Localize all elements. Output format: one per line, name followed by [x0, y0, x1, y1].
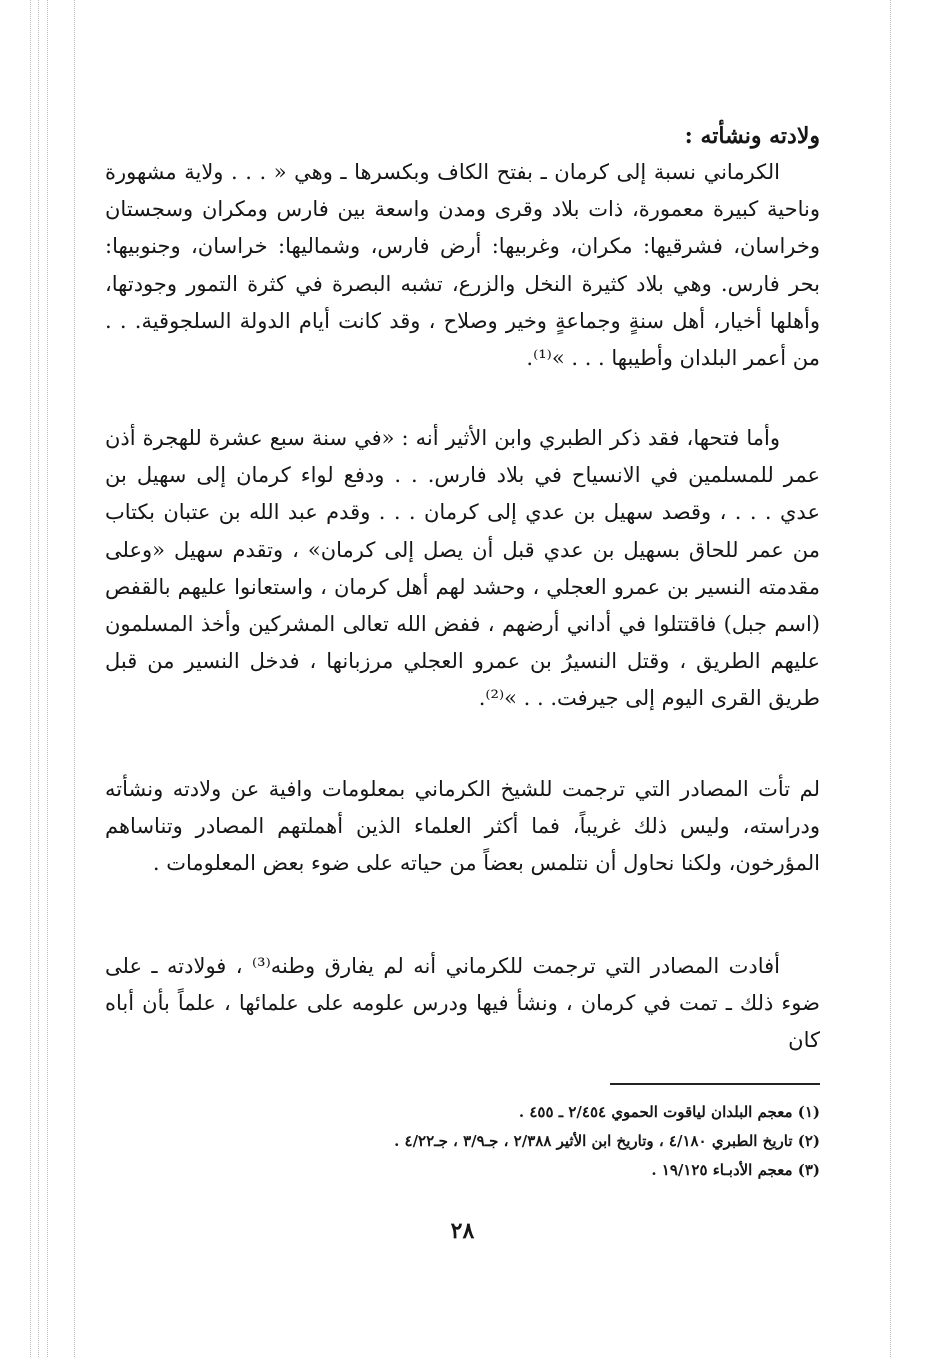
scan-artifact-right-1 [890, 0, 891, 1357]
scan-artifact-left-2 [38, 0, 39, 1357]
book-page [105, 0, 820, 1357]
footnote-1: (١) معجم البلدان لياقوت الحموي ٢/٤٥٤ ـ ٤٥٥ . [518, 1103, 820, 1121]
footnote-2: (٢) تاريخ الطبري ٤/١٨٠ ، وتاريخ ابن الأثير ٢/٣٨٨ ، جـ٣/٩ ، جـ٤/٢٢ . [394, 1132, 820, 1150]
scan-artifact-left-3 [47, 0, 48, 1357]
footnotes-list [105, 1098, 820, 1185]
paragraph-sources: لم تأت المصادر التي ترجمت للشيخ الكرماني بمعلومات وافية عن ولادته ونشأته ودراسته، وليس ذلك غريباً، فما أكثر العلماء الذين أهملتهم المصادر وتناساهم المؤرخون، ولكنا نحاول أن نتلمس بعضاً من حياته على ضوء بعض المعلومات . [105, 777, 820, 876]
section-heading: ولادته ونشأته : [684, 123, 820, 150]
footnote-divider [610, 1083, 820, 1085]
page-number: ٢٨ [450, 1218, 475, 1244]
scan-artifact-left-1 [30, 0, 31, 1357]
paragraph-conquest: وأما فتحها، فقد ذكر الطبري وابن الأثير أنه : «في سنة سبع عشرة للهجرة أذن عمر للمسلمين في الانسياح في بلاد فارس. . . ودفع لواء كرمان إلى سهيل بن عدي . . . ، وقصد سهيل بن عدي إلى كرمان . . . وقدم عبد الله بن عتبان بكتاب من عمر للحاق بسهيل بن عدي قبل أن يصل إلى كرمان» ، وتقدم سهيل «وعلى مقدمته النسير بن عمرو العجلي ، وحشد لهم أهل كرمان ، واستعانوا عليهم بالقفص (اسم جبل) فاقتتلوا في أداني أرضهم ، ففض الله تعالى المشركين وأخذ المسلمون عليهم الطريق ، وقتل النسيرُ بن عمرو العجلي مرزبانها ، فدخل النسير من قبل طريق القرى اليوم إلى جيرفت. . . »⁽²⁾. [105, 426, 820, 711]
scan-artifact-left-4 [74, 0, 75, 1357]
paragraph-birth: أفادت المصادر التي ترجمت للكرماني أنه لم يفارق وطنه⁽³⁾ ، فولادته ـ على ضوء ذلك ـ تمت في كرمان ، ونشأ فيها ودرس علومه على علمائها ، علماً بأن أباه كان [105, 954, 820, 1053]
footnote-3: (٣) معجم الأدبـاء ١٩/١٢٥ . [651, 1161, 820, 1179]
paragraph-kirman-description: الكرماني نسبة إلى كرمان ـ بفتح الكاف وبكسرها ـ وهي « . . . ولاية مشهورة وناحية كبيرة معمورة، ذات بلاد وقرى ومدن واسعة بين فارس ومكران وسجستان وخراسان، فشرقيها: مكران، وغربيها: أرض فارس، وشماليها: خراسان، وجنوبيها: بحر فارس. وهي بلاد كثيرة النخل والزرع، تشبه البصرة في كثرة التمور وجودتها، وأهلها أخيار، أهل سنةٍ وجماعةٍ وخير وصلاح ، وقد كانت أيام الدولة السلجوقية. . . من أعمر البلدان وأطيبها . . . »⁽¹⁾. [105, 160, 820, 371]
